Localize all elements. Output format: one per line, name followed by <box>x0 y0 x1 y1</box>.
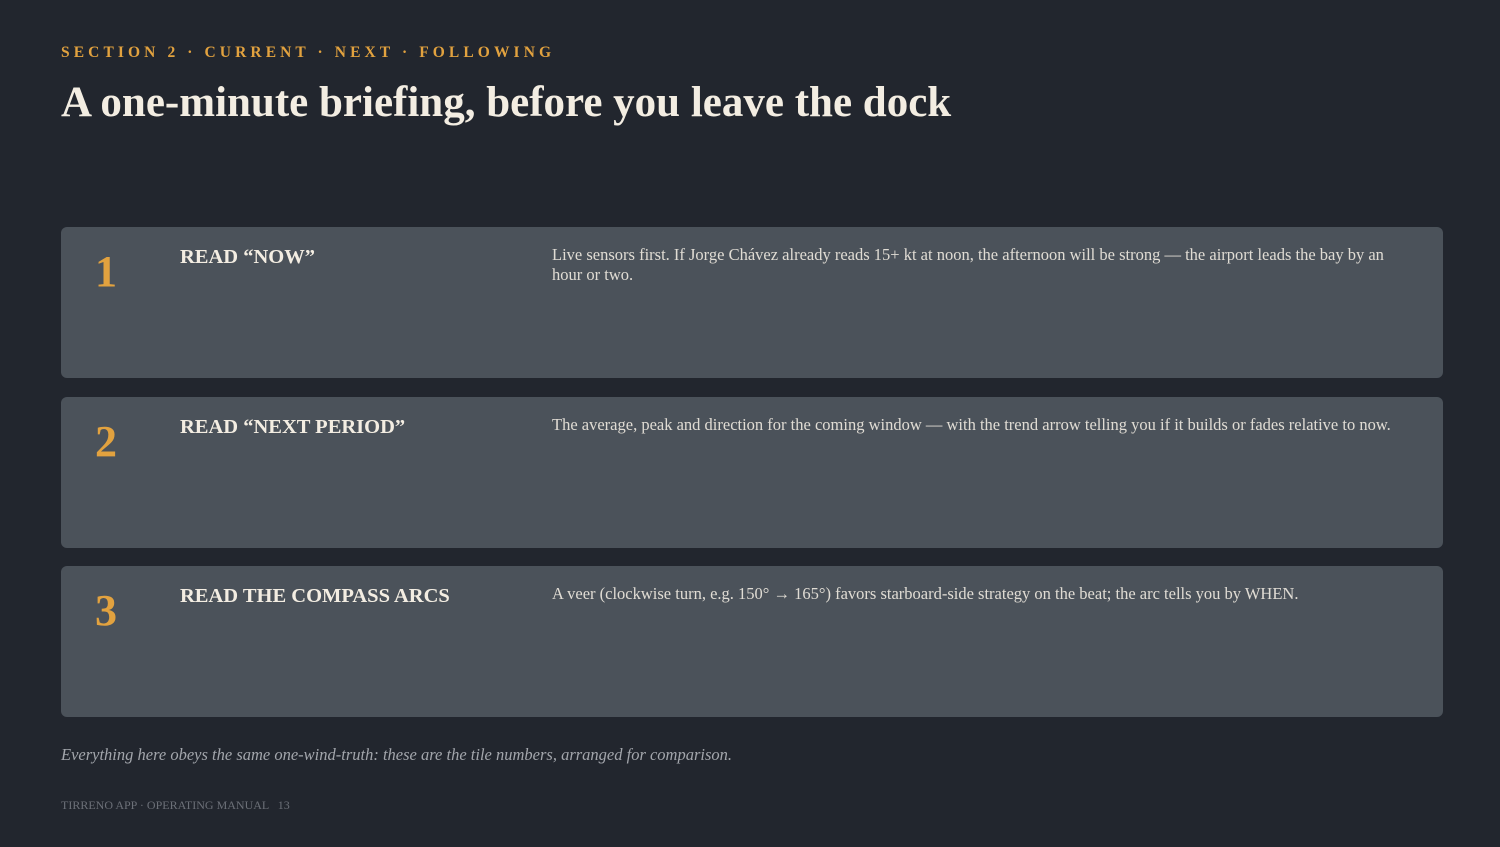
page-footer <box>61 798 290 813</box>
page-title: A one-minute briefing, before you leave the dock <box>61 79 952 126</box>
step-number: 3 <box>95 586 117 635</box>
step-card-2 <box>61 397 1443 548</box>
step-number: 2 <box>95 416 117 466</box>
step-card-1 <box>61 227 1443 378</box>
step-description: Live sensors first. If Jorge Chávez already reads 15+ kt at noon, the afternoon will be strong — the airport leads the bay by an hour or two. <box>552 245 1384 284</box>
footnote: Everything here obeys the same one-wind-truth: these are the tile numbers, arranged for comparison. <box>61 745 733 764</box>
section-eyebrow: SECTION 2 · CURRENT · NEXT · FOLLOWING <box>61 44 556 61</box>
footer-label: TIRRENO APP · OPERATING MANUAL <box>61 798 269 812</box>
steps-list <box>61 227 1443 736</box>
step-title: READ THE COMPASS ARCS <box>180 585 450 607</box>
step-card-3 <box>61 566 1443 717</box>
step-description: A veer (clockwise turn, e.g. 150° → 165°) favors starboard-side strategy on the beat; the arc tells you by WHEN. <box>552 584 1299 603</box>
page-number: 13 <box>277 798 290 812</box>
step-number: 1 <box>95 247 117 296</box>
step-title: READ “NEXT PERIOD” <box>180 415 406 438</box>
step-description: The average, peak and direction for the coming window — with the trend arrow telling you if it builds or fades relative to now. <box>552 414 1391 434</box>
step-title: READ “NOW” <box>180 246 315 268</box>
